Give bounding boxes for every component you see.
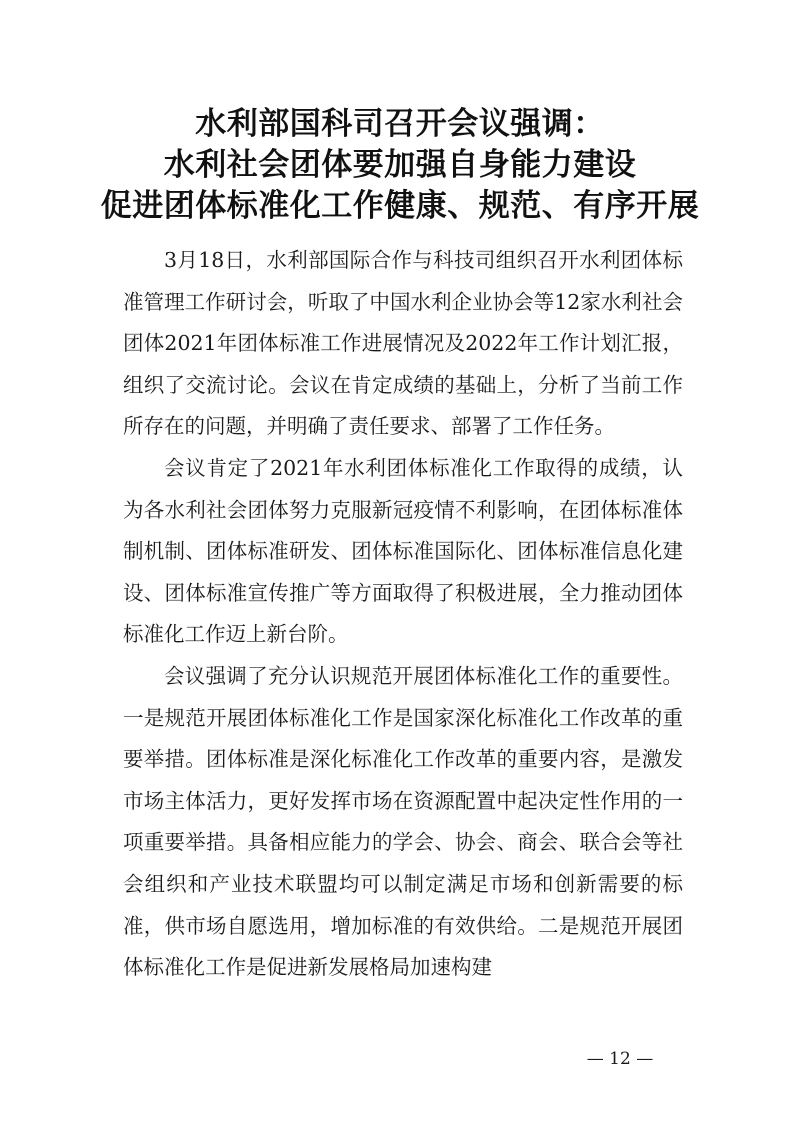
paragraph-2: 会议肯定了2021年水利团体标准化工作取得的成绩，认为各水利社会团体努力克服新冠疫情不利影响，在团体标准体制机制、团体标准研发、团体标准国际化、团体标准信息化建设、团体标准宣传推广等方面取得了积极进展，全力推动团体标准化工作迈上新台阶。 <box>123 455 683 647</box>
document-title <box>40 104 760 227</box>
paragraph-1: 3月18日，水利部国际合作与科技司组织召开水利团体标准管理工作研讨会，听取了中国水利企业协会等12家水利社会团体2021年团体标准工作进展情况及2022年工作计划汇报，组织了交流讨论。会议在肯定成绩的基础上，分析了当前工作所存在的问题，并明确了责任要求、部署了工作任务。 <box>123 248 683 439</box>
paragraph-3: 会议强调了充分认识规范开展团体标准化工作的重要性。一是规范开展团体标准化工作是国家深化标准化工作改革的重要举措。团体标准是深化标准化工作改革的重要内容，是激发市场主体活力，更好发挥市场在资源配置中起决定性作用的一项重要举措。具备相应能力的学会、协会、商会、联合会等社会组织和产业技术联盟均可以制定满足市场和创新需要的标准，供市场自愿选用，增加标准的有效供给。二是规范开展团体标准化工作是促进新发展格局加速构建 <box>123 663 683 980</box>
document-body <box>123 240 683 989</box>
title-line-3: 促进团体标准化工作健康、规范、有序开展 <box>100 188 700 224</box>
title-line-2: 水利社会团体要加强自身能力建设 <box>163 147 637 183</box>
title-line-1: 水利部国科司召开会议强调： <box>195 106 605 142</box>
page-number: — 12 — <box>586 1049 654 1069</box>
